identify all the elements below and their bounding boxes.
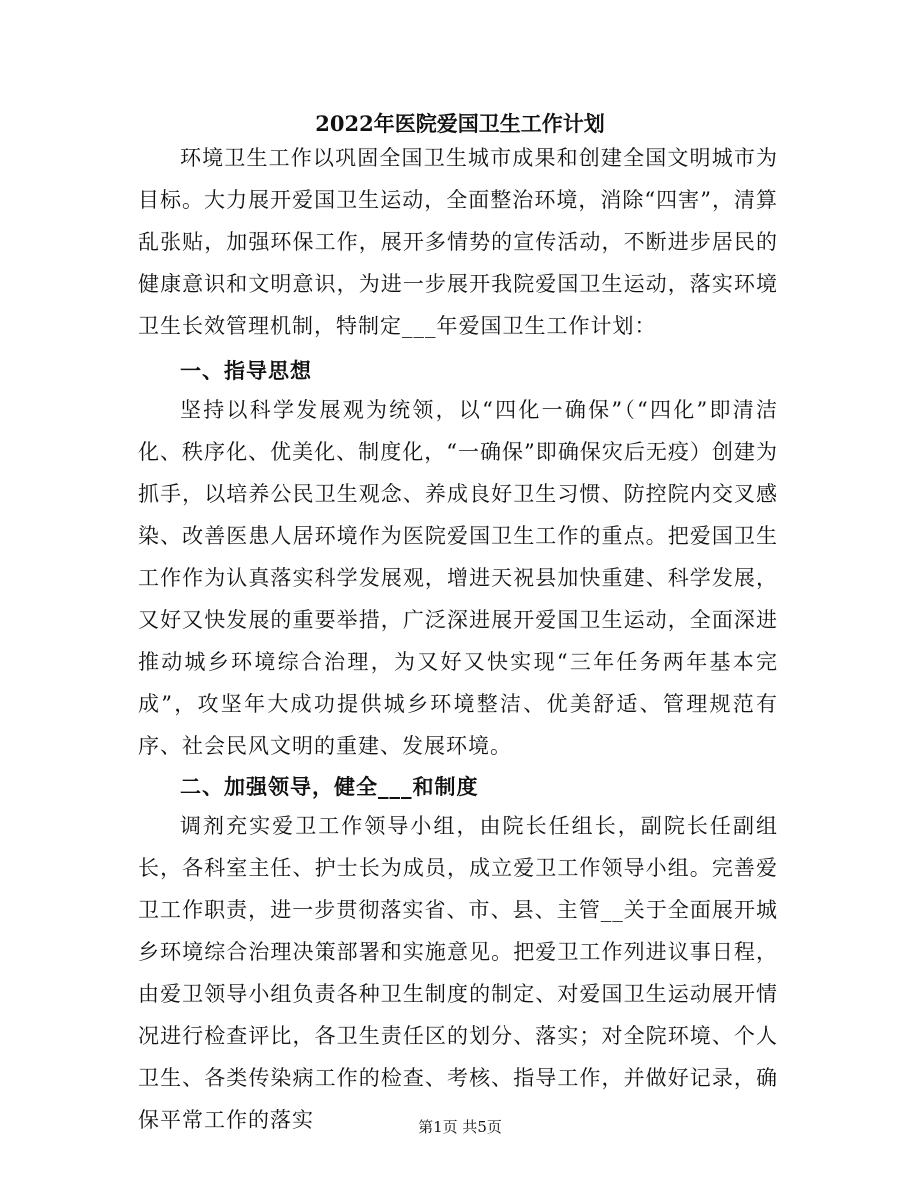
- intro-paragraph: 环境卫生工作以巩固全国卫生城市成果和创建全国文明城市为目标。大力展开爱国卫生运动，全面整治环境，消除“四害”，清算乱张贴，加强环保工作，展开多情势的宣传活动，不断进步居民的健康意识和文明意识，为进一步展开我院爱国卫生运动，落实环境卫生长效管理机制，特制定___年爱国卫生工作计划：: [138, 146, 778, 338]
- guiding-thought-paragraph: 坚持以科学发展观为统领，以“四化一确保”（“四化”即清洁化、秩序化、优美化、制度化，“一确保”即确保灾后无疫）创建为抓手，以培养公民卫生观念、养成良好卫生习惯、防控院内交叉感染、改善医患人居环境作为医院爱国卫生工作的重点。把爱国卫生工作作为认真落实科学发展观，增进天祝县加快重建、科学发展，又好又快发展的重要举措，广泛深进展开爱国卫生运动，全面深进推动城乡环境综合治理，为又好又快实现“三年任务两年基本完成”，攻坚年大成功提供城乡环境整洁、优美舒适、管理规范有序、社会民风文明的重建、发展环境。: [138, 398, 778, 758]
- page-number-footer: 第1页 共5页: [418, 1118, 502, 1136]
- leadership-paragraph: 调剂充实爱卫工作领导小组，由院长任组长，副院长任副组长，各科室主任、护士长为成员，成立爱卫工作领导小组。完善爱卫工作职责，进一步贯彻落实省、市、县、主管__关于全面展开城乡环境综合治理决策部署和实施意见。把爱卫工作列进议事日程，由爱卫领导小组负责各种卫生制度的制定、对爱国卫生运动展开情况进行检查评比，各卫生责任区的划分、落实；对全院环境、个人卫生、各类传染病工作的检查、考核、指导工作，并做好记录，确保平常工作的落实: [138, 814, 778, 1132]
- section-heading-guiding-thought: 一、指导思想: [180, 358, 312, 383]
- document-title: 2022年医院爱国卫生工作计划: [315, 111, 605, 136]
- section-heading-leadership: 二、加强领导，健全___和制度: [180, 774, 479, 799]
